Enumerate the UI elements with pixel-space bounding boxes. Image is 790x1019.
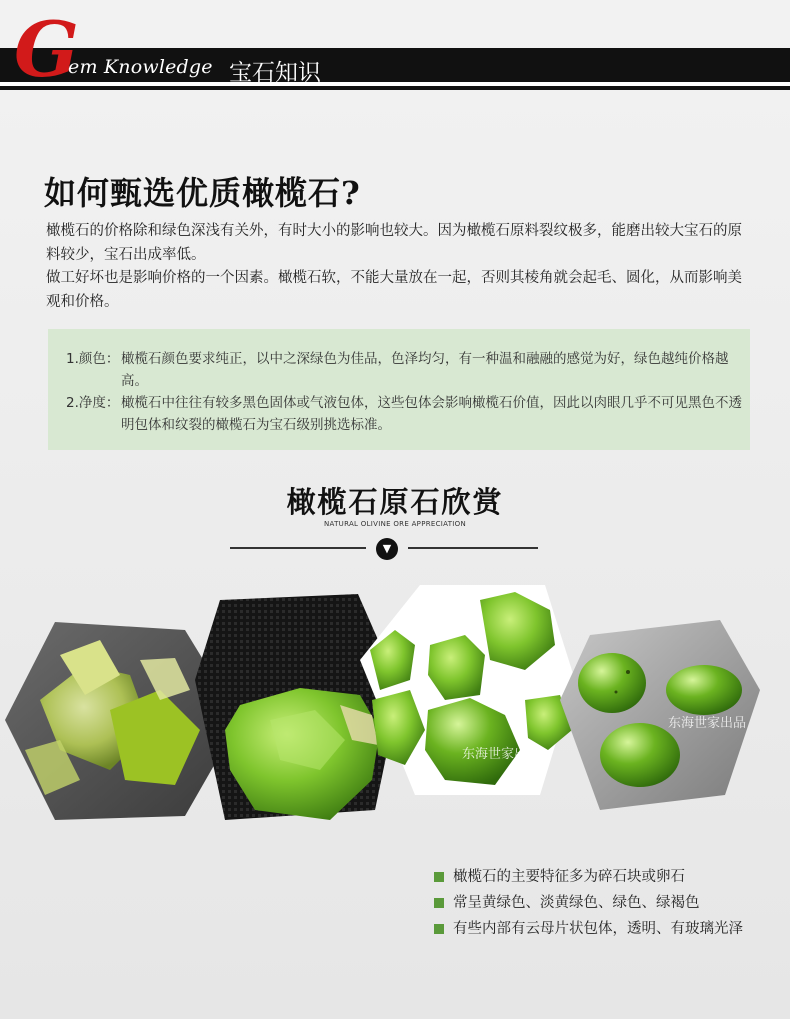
notes-box (48, 329, 750, 450)
note-clarity (66, 392, 742, 436)
gem-image-pebbles (560, 620, 760, 810)
note-color (66, 348, 742, 392)
intro-paragraph-2: 做工好坏也是影响价格的一个因素。橄榄石软，不能大量放在一起，否则其棱角就会起毛、圆化，从而影响美观和价格。 (46, 270, 742, 310)
note-text: 橄榄石中往往有较多黑色固体或气液包体，这些包体会影响橄榄石价值，因此以肉眼几乎不可见黑色不透明包体和纹裂的橄榄石为宝石级别挑选标准。 (121, 395, 742, 433)
bullet-square-icon (434, 898, 444, 908)
feature-text: 常呈黄绿色、淡黄绿色、绿色、绿褐色 (453, 895, 700, 911)
chevron-down-icon: ▼ (376, 538, 398, 560)
note-label: 1.颜色： (66, 351, 120, 367)
list-item (434, 916, 743, 942)
page-title: 如何甄选优质橄榄石? (44, 174, 361, 212)
brand-title-cn: 宝石知识 (229, 60, 321, 86)
feature-list (434, 864, 743, 942)
feature-text: 有些内部有云母片状包体，透明、有玻璃光泽 (453, 921, 743, 937)
section-title: 橄榄石原石欣赏 (286, 485, 504, 519)
divider-right (408, 547, 538, 549)
divider-left (230, 547, 366, 549)
list-item (434, 890, 743, 916)
note-label: 2.净度： (66, 395, 120, 411)
feature-text: 橄榄石的主要特征多为碎石块或卵石 (453, 869, 685, 885)
watermark-text: 东海世家出品 (668, 716, 747, 731)
gem-gallery (0, 580, 790, 860)
gem-image-rough-pieces (360, 585, 575, 795)
brand-letter-g: G (14, 5, 79, 94)
intro-paragraph-1: 橄榄石的价格除和绿色深浅有关外，有时大小的影响也较大。因为橄榄石原料裂纹极多，能磨出较大宝石的原料较少，宝石出成率低。 (46, 223, 742, 263)
section-subtitle: NATURAL OLIVINE ORE APPRECIATION (323, 520, 466, 528)
note-text: 橄榄石颜色要求纯正，以中之深绿色为佳品，色泽均匀，有一种温和融融的感觉为好，绿色越纯价格越高。 (121, 351, 729, 389)
gem-image-rough-on-mesh (195, 594, 400, 820)
brand-title-en: em Knowledge (68, 56, 213, 78)
bullet-square-icon (434, 924, 444, 934)
watermark-text: 东海世家出品 (462, 747, 541, 762)
bullet-square-icon (434, 872, 444, 882)
list-item (434, 864, 743, 890)
